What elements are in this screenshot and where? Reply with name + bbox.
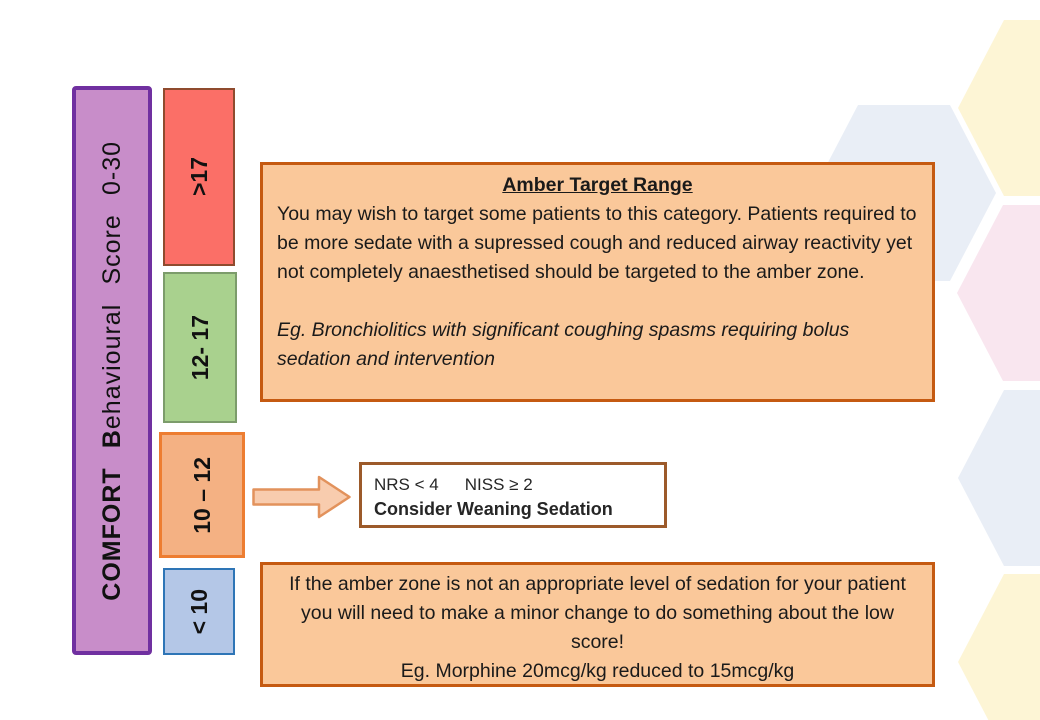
hexagon-decoration <box>958 390 1040 566</box>
amber-box-title: Amber Target Range <box>502 174 693 196</box>
nrs-criterion: NRS < 4 <box>374 475 439 494</box>
low-score-text: If the amber zone is not an appropriate level of sedation for your patient you will need to make a minor change to do something about the low score! <box>289 573 906 653</box>
weaning-action: Consider Weaning Sedation <box>374 499 613 519</box>
comfort-scale-bar <box>72 86 152 655</box>
zone-box-red <box>163 88 235 266</box>
zone-range-label: 12- 17 <box>186 314 213 381</box>
hexagon-decoration <box>958 574 1040 720</box>
zone-range-label: < 10 <box>185 588 212 635</box>
comfort-scale-label <box>98 141 127 601</box>
zone-box-amber <box>159 432 245 558</box>
zone-box-blue <box>163 568 235 655</box>
amber-box-example: Eg. Bronchiolitics with significant coughing spasms requiring bolus sedation and intervention <box>277 319 850 370</box>
weaning-criteria <box>374 472 652 497</box>
low-score-box <box>260 562 935 687</box>
zone-range-label: 10 – 12 <box>188 456 215 534</box>
zone-range-label: >17 <box>185 157 212 197</box>
weaning-criteria-box <box>359 462 667 528</box>
amber-target-range-box <box>260 162 935 402</box>
niss-criterion: NISS ≥ 2 <box>464 475 533 494</box>
zone-box-green <box>163 272 237 423</box>
comfort-scale-label-regular: ehavioural Score 0-30 <box>97 140 126 429</box>
right-arrow-icon <box>252 474 352 520</box>
amber-box-body: You may wish to target some patients to this category. Patients required to be more sedate with a supressed cough and reduced airway reactivity yet not completely anaesthetised should be targeted to the amber zone. <box>277 203 917 283</box>
low-score-example: Eg. Morphine 20mcg/kg reduced to 15mcg/kg <box>400 660 795 682</box>
comfort-scale-label-bold: COMFORT B <box>97 428 126 601</box>
